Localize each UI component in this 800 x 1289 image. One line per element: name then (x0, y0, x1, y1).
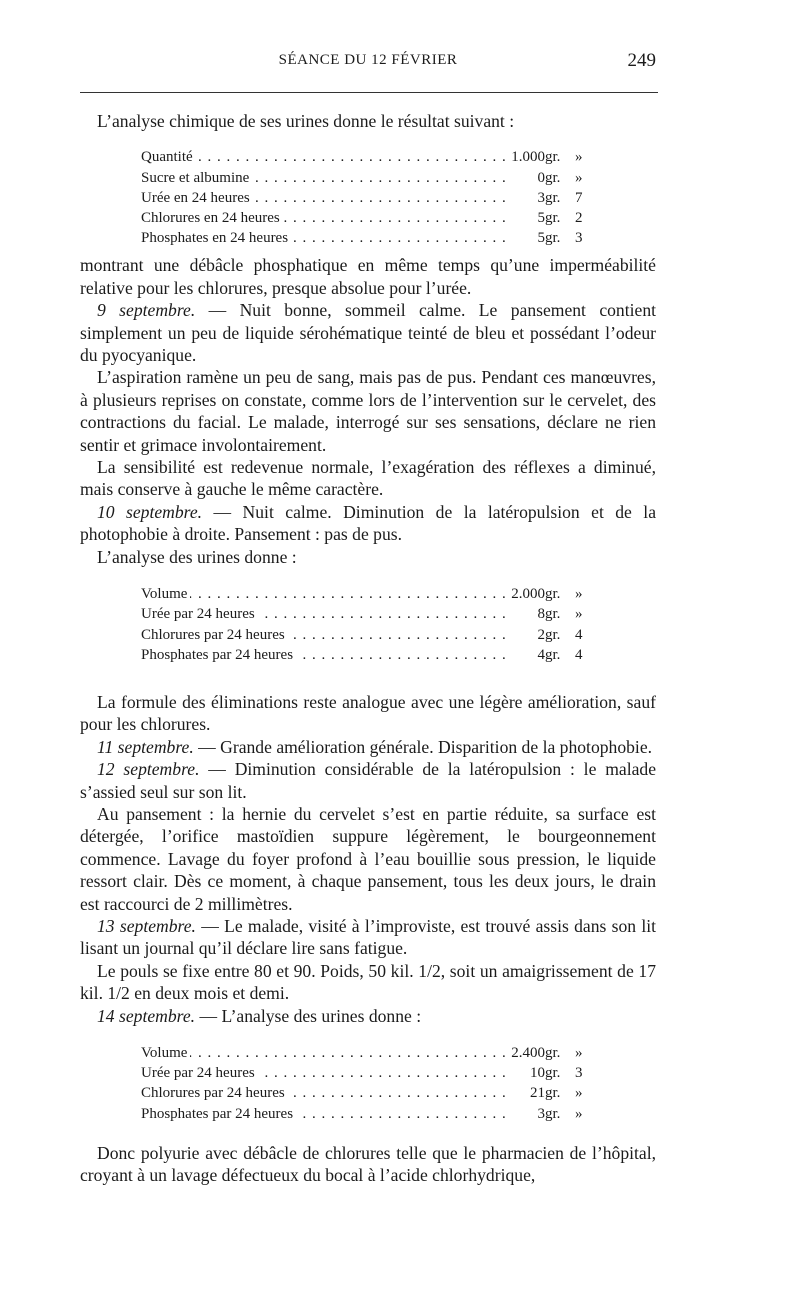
row-unit: gr. (545, 1085, 561, 1102)
date-label: 14 septembre. (97, 1005, 196, 1026)
table-row (141, 604, 593, 624)
paragraph-aspiration: L’aspiration ramène un peu de sang, mais pas de pus. Pendant ces manœuvres, à plusieurs reprises on constate, comme lors de l’intervention sur le cervelet, des contractions du facial. Le malade, interrogé sur ses sensations, déclare ne rien sentir et grimace involontairement. (80, 367, 656, 455)
row-suffix: 4 (575, 646, 583, 663)
row-unit: gr. (545, 1065, 561, 1082)
row-value: 5 (537, 230, 545, 247)
row-label: Chlorures par 24 heures (141, 1085, 288, 1101)
paragraph-eliminations: La formule des éliminations reste analogue avec une légère amélioration, sauf pour les chlorures. (80, 691, 656, 735)
row-suffix: 3 (575, 230, 583, 247)
paragraph-dressing: Au pansement : la hernie du cervelet s’est en partie réduite, sa surface est détergée, l’orifice mastoïdien suppure légèrement, le bourgeonnement commence. Lavage du foyer profond à l’eau bouillie sous pression, le liquide ressort clair. Dès ce moment, à chaque pansement, tous les deux jours, le drain est raccourci de 2 millimètres. (80, 803, 656, 914)
row-suffix: » (575, 1085, 583, 1102)
table-row (141, 1104, 593, 1124)
table-row (141, 147, 593, 167)
row-label: Volume (141, 586, 190, 602)
row-label: Sucre et albumine (141, 170, 252, 186)
paragraph-urine-analysis-2: L’analyse des urines donne : (97, 546, 297, 567)
date-label: 10 septembre. (97, 501, 203, 522)
row-suffix: » (575, 169, 583, 186)
date-label: 13 septembre. (97, 915, 196, 936)
row-suffix: » (575, 149, 583, 166)
row-suffix: 2 (575, 210, 583, 227)
row-unit: gr. (545, 210, 561, 227)
table-row (141, 1063, 593, 1083)
row-unit: gr. (545, 1105, 561, 1122)
row-label: Urée par 24 heures (141, 606, 258, 622)
row-value: 8 (537, 606, 545, 623)
paragraph-sept-11: 11 septembre. — Grande amélioration générale. Disparition de la photophobie. (97, 736, 653, 757)
row-value: 0 (537, 169, 545, 186)
row-suffix: » (575, 586, 583, 603)
table-row (141, 168, 593, 188)
running-title: SÉANCE DU 12 FÉVRIER (278, 52, 458, 68)
urine-table-second (141, 584, 593, 665)
row-label: Phosphates en 24 heures (141, 230, 291, 246)
paragraph-pulse-weight: Le pouls se fixe entre 80 et 90. Poids, 50 kil. 1/2, soit un amaigrissement de 17 kil. 1/2 en deux mois et demi. (80, 960, 656, 1004)
table-row (141, 1043, 593, 1063)
row-value: 10 (530, 1065, 545, 1082)
row-label: Urée en 24 heures (141, 190, 253, 206)
row-unit: gr. (545, 646, 561, 663)
row-unit: gr. (545, 626, 561, 643)
row-value: 2.000 (511, 586, 545, 603)
row-unit: gr. (545, 1045, 561, 1062)
paragraph-sept-10: 10 septembre. — Nuit calme. Diminution de la latéropulsion et de la photophobie à droite. Pansement : pas de pus. (80, 501, 656, 545)
date-label: 11 septembre. (97, 736, 194, 757)
row-unit: gr. (545, 586, 561, 603)
paragraph-sensibility: La sensibilité est redevenue normale, l’exagération des réflexes a diminué, mais conserve à gauche le même caractère. (80, 457, 656, 500)
date-label: 9 septembre. (97, 300, 196, 321)
row-label: Chlorures en 24 heures (141, 210, 283, 226)
row-suffix: » (575, 1045, 583, 1062)
paragraph-phosphate-debacle: montrant une débâcle phosphatique en même temps qu’une imperméabilité relative pour les chlorures, presque absolue pour l’urée. (80, 255, 656, 298)
row-value: 4 (537, 646, 545, 663)
header-rule (80, 92, 658, 93)
urine-table-third (141, 1043, 593, 1124)
table-row (141, 645, 593, 665)
table-row (141, 625, 593, 645)
table-row (141, 228, 593, 248)
row-value: 2 (537, 626, 545, 643)
page-body (80, 110, 656, 1187)
row-suffix: » (575, 606, 583, 623)
paragraph-sept-13: 13 septembre. — Le malade, visité à l’improviste, est trouvé assis dans son lit lisant un journal qu’il déclare lire sans fatigue. (80, 915, 657, 959)
table-row (141, 208, 593, 228)
table-row (141, 1083, 593, 1103)
urine-table-first (141, 147, 593, 248)
row-unit: gr. (545, 606, 561, 623)
row-suffix: » (575, 1105, 583, 1122)
row-label: Chlorures par 24 heures (141, 627, 288, 643)
row-label: Volume (141, 1045, 190, 1061)
row-label: Quantité (141, 149, 196, 165)
row-unit: gr. (545, 230, 561, 247)
row-unit: gr. (545, 149, 561, 166)
paragraph-sept-12: 12 septembre. — Diminution considérable de la latéropulsion : le malade s’assied seul sur son lit. (80, 759, 656, 802)
row-label: Urée par 24 heures (141, 1065, 258, 1081)
row-value: 1.000 (511, 149, 545, 166)
page-number: 249 (627, 50, 656, 71)
row-value: 2.400 (511, 1045, 545, 1062)
table-row (141, 584, 593, 604)
row-suffix: 4 (575, 626, 583, 643)
paragraph-sept-9: 9 septembre. — Nuit bonne, sommeil calme. Le pansement contient simplement un peu de liquide sérohématique teinté de bleu et possédant l’odeur du pyocyanique. (80, 300, 656, 366)
running-header (80, 52, 656, 80)
row-unit: gr. (545, 169, 561, 186)
paragraph-analysis-intro: L’analyse chimique de ses urines donne le résultat suivant : (97, 111, 515, 131)
paragraph-sept-14: 14 septembre. — L’analyse des urines donne : (97, 1005, 422, 1026)
paragraph-polyuria: Donc polyurie avec débâcle de chlorures telle que le pharmacien de l’hôpital, croyant à un lavage défectueux du bocal à l’acide chlorhydrique, (80, 1142, 656, 1186)
row-value: 5 (537, 210, 545, 227)
row-label: Phosphates par 24 heures (141, 647, 296, 663)
row-unit: gr. (545, 189, 561, 206)
row-value: 21 (530, 1085, 545, 1102)
row-suffix: 3 (575, 1065, 583, 1082)
row-value: 3 (537, 1105, 545, 1122)
row-value: 3 (537, 189, 545, 206)
row-suffix: 7 (575, 189, 583, 206)
table-row (141, 188, 593, 208)
row-label: Phosphates par 24 heures (141, 1106, 296, 1122)
date-label: 12 septembre. (97, 759, 200, 780)
